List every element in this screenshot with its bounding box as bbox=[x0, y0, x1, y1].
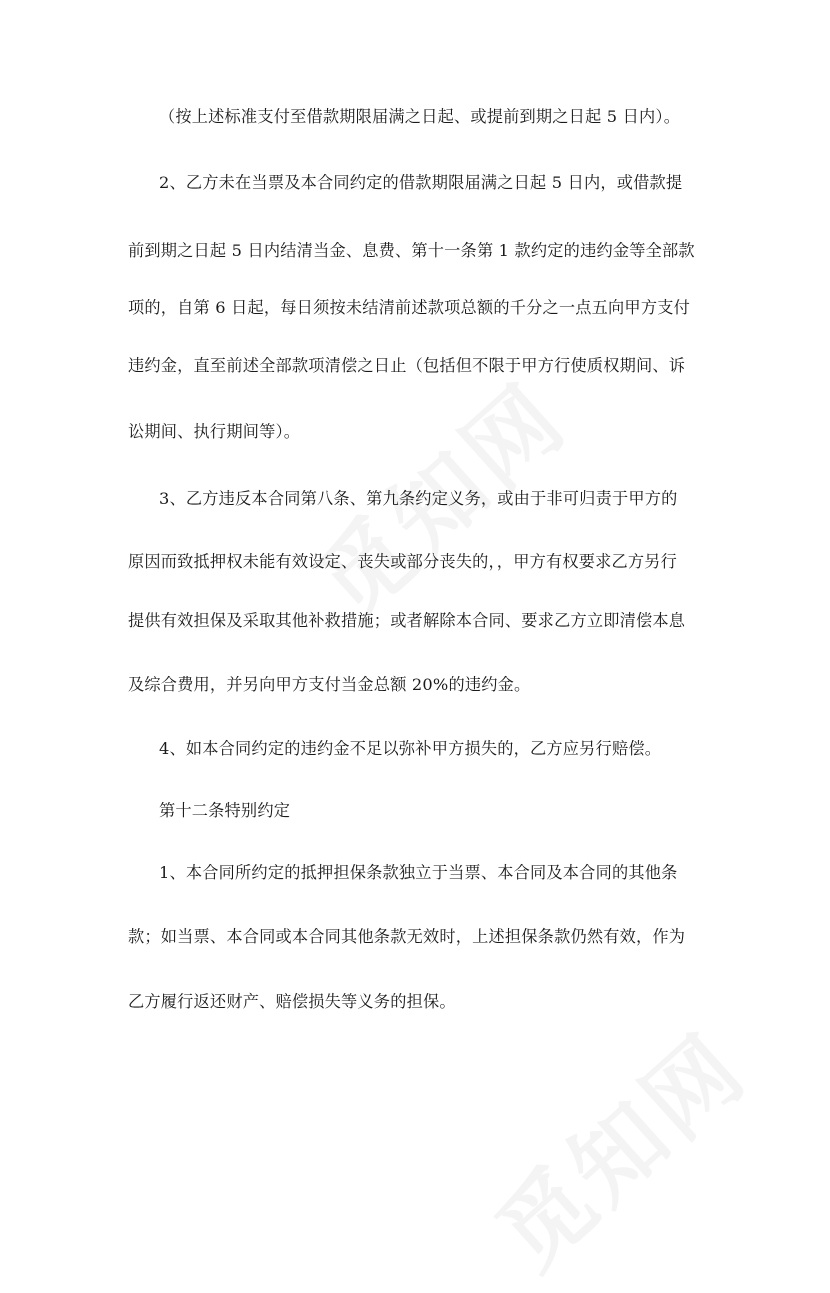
text-line: 项的，自第 6 日起，每日须按未结清前述款项总额的千分之一点五向甲方支付 bbox=[128, 298, 690, 317]
text-line: 前到期之日起 5 日内结清当金、息费、第十一条第 1 款约定的违约金等全部款 bbox=[128, 241, 695, 260]
section-heading: 第十二条特别约定 bbox=[159, 801, 291, 820]
text-line: 4、如本合同约定的违约金不足以弥补甲方损失的，乙方应另行赔偿。 bbox=[159, 739, 662, 758]
text-line: 1、本合同所约定的抵押担保条款独立于当票、本合同及本合同的其他条 bbox=[159, 863, 678, 882]
text-line: 3、乙方违反本合同第八条、第九条约定义务，或由于非可归责于甲方的 bbox=[159, 489, 678, 508]
text-line: 讼期间、执行期间等）。 bbox=[128, 422, 301, 441]
text-line: 及综合费用，并另向甲方支付当金总额 20%的违约金。 bbox=[128, 675, 531, 694]
text-line: 款；如当票、本合同或本合同其他条款无效时，上述担保条款仍然有效，作为 bbox=[128, 927, 686, 946]
text-line: 乙方履行返还财产、赔偿损失等义务的担保。 bbox=[128, 992, 456, 1011]
watermark bbox=[464, 999, 771, 1293]
text-line: 2、乙方未在当票及本合同约定的借款期限届满之日起 5 日内，或借款提 bbox=[159, 173, 683, 192]
text-line: 违约金，直至前述全部款项清偿之日止（包括但不限于甲方行使质权期间、诉 bbox=[128, 356, 686, 375]
text-line: 原因而致抵押权未能有效设定、丧失或部分丧失的，，甲方有权要求乙方另行 bbox=[128, 552, 678, 571]
text-line: （按上述标准支付至借款期限届满之日起、或提前到期之日起 5 日内）。 bbox=[159, 107, 681, 126]
text-line: 提供有效担保及采取其他补救措施；或者解除本合同、要求乙方立即清偿本息 bbox=[128, 611, 686, 630]
